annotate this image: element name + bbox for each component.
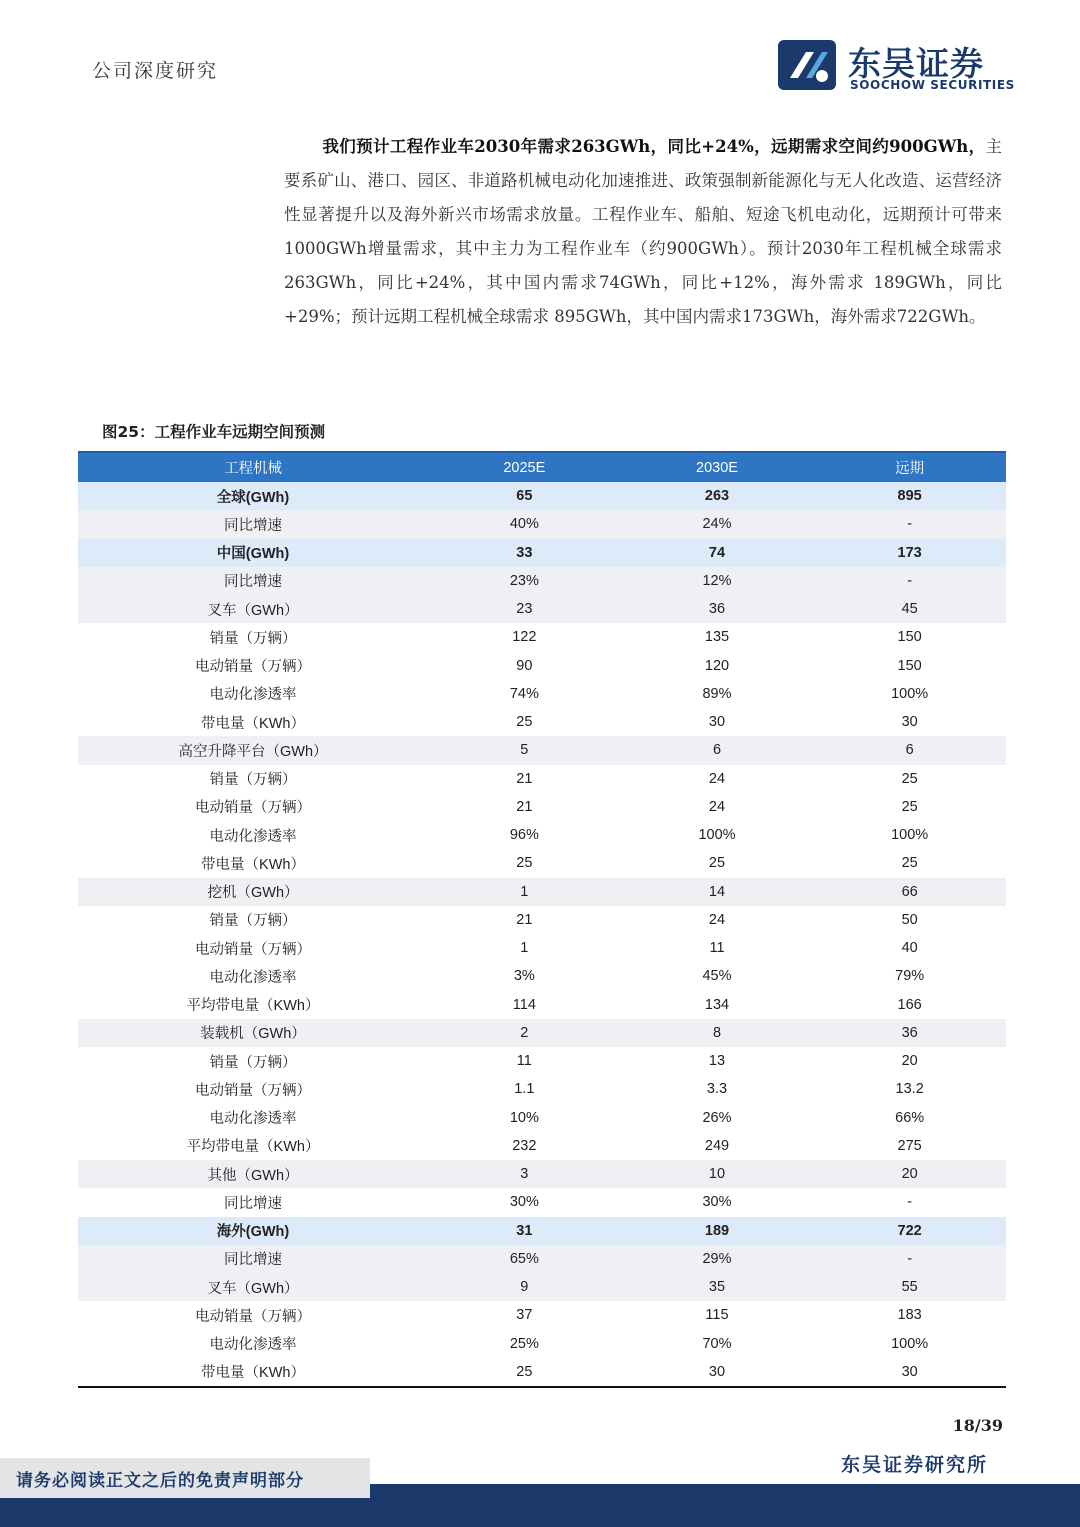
row-value: 6 <box>621 736 814 764</box>
row-value: 25 <box>901 798 918 815</box>
summary-body: 主要系矿山、港口、园区、非道路机械电动化加速推进、政策强制新能源化与无人化改造、运营经济性显著提升以及海外新兴市场需求放量。工程作业车、船舶、短途飞机电动化，远期预计可带来1000GWh增量需求，其中主力为工程作业车（约900GWh）。预计2030年工程机械全球需求263GWh，同比+24%，其中国内需求74GWh，同比+12%，海外需求 189GWh，同比+29%；预计远期工程机械全球需求 895GWh，其中国内需求173GWh，海外需求722GWh。 <box>284 137 1002 326</box>
row-label: 同比增速 <box>78 1245 428 1273</box>
row-value: 30% <box>509 1194 539 1211</box>
table-row <box>78 1075 1006 1103</box>
table-row <box>78 652 1006 680</box>
row-value: 100% <box>891 827 929 844</box>
table-row <box>78 1330 1006 1358</box>
row-label: 其他（GWh） <box>78 1160 428 1188</box>
page-number: 18/39 <box>952 1416 1003 1435</box>
row-value: 1 <box>428 878 621 906</box>
brand-logo <box>776 38 1015 94</box>
row-value: 20 <box>813 1160 1006 1188</box>
row-value: 74 <box>621 539 814 567</box>
table-row <box>78 934 1006 962</box>
row-value: 135 <box>704 629 730 646</box>
table-row <box>78 1188 1006 1216</box>
row-value: - <box>813 510 1006 538</box>
row-value: 30 <box>813 1358 1006 1387</box>
row-label: 中国(GWh) <box>78 539 428 567</box>
row-value: 24% <box>621 510 814 538</box>
row-value: 189 <box>621 1217 814 1245</box>
row-value: 3.3 <box>706 1081 728 1098</box>
row-value: 36 <box>813 1019 1006 1047</box>
row-value: 232 <box>512 1137 537 1154</box>
row-value: 10 <box>621 1160 814 1188</box>
row-label: 电动化渗透率 <box>209 687 297 704</box>
row-label: 装载机（GWh） <box>78 1019 428 1047</box>
row-value: 895 <box>813 482 1006 510</box>
row-value: 6 <box>813 736 1006 764</box>
col-header-2030e: 2030E <box>621 452 814 482</box>
table-row <box>78 1273 1006 1301</box>
row-value: 275 <box>897 1137 922 1154</box>
row-value: 36 <box>621 595 814 623</box>
brand-name-en: SOOCHOW SECURITIES <box>850 78 1015 92</box>
row-value: 31 <box>428 1217 621 1245</box>
row-label: 带电量（KWh） <box>78 1358 428 1387</box>
row-label: 高空升降平台（GWh） <box>78 736 428 764</box>
row-value: 29% <box>621 1245 814 1273</box>
row-value: 5 <box>428 736 621 764</box>
row-value: - <box>813 567 1006 595</box>
row-label: 同比增速 <box>78 567 428 595</box>
row-value: 183 <box>897 1307 922 1324</box>
row-value: 50 <box>901 911 918 928</box>
row-label: 电动销量（万辆） <box>195 659 311 676</box>
row-value: 89% <box>702 685 732 702</box>
row-value: 10% <box>509 1109 539 1126</box>
table-row <box>78 708 1006 736</box>
row-value: 11 <box>516 1053 532 1070</box>
row-value: 37 <box>516 1307 533 1324</box>
row-value: 150 <box>897 657 922 674</box>
row-label: 电动销量（万辆） <box>195 1308 311 1325</box>
row-value: 21 <box>516 911 533 928</box>
row-value: 114 <box>512 996 536 1013</box>
table-row <box>78 623 1006 651</box>
table-row <box>78 1104 1006 1132</box>
row-label: 全球(GWh) <box>78 482 428 510</box>
row-value: 11 <box>709 940 725 957</box>
row-label: 挖机（GWh） <box>78 878 428 906</box>
table-row <box>78 539 1006 567</box>
row-label: 销量（万辆） <box>209 913 297 930</box>
row-value: 25 <box>516 714 533 731</box>
table-row <box>78 595 1006 623</box>
row-label: 电动销量（万辆） <box>195 1082 311 1099</box>
col-header-long-term: 远期 <box>813 452 1006 482</box>
table-row <box>78 793 1006 821</box>
row-label: 同比增速 <box>224 1195 282 1212</box>
row-value: 65% <box>428 1245 621 1273</box>
row-value: 35 <box>621 1273 814 1301</box>
table-row <box>78 510 1006 538</box>
row-value: 25 <box>428 1358 621 1387</box>
summary-lead: 我们预计工程作业车2030年需求263GWh，同比+24%，远期需求空间约900GWh， <box>322 137 986 156</box>
table-row <box>78 962 1006 990</box>
institute-name: 东吴证券研究所 <box>840 1454 988 1476</box>
row-value: 2 <box>428 1019 621 1047</box>
table-row <box>78 1245 1006 1273</box>
row-value: 20 <box>901 1053 918 1070</box>
row-value: 70% <box>702 1335 732 1352</box>
table-row <box>78 991 1006 1019</box>
row-label: 电动化渗透率 <box>209 1337 297 1354</box>
row-label: 平均带电量（KWh） <box>186 1139 320 1156</box>
table-row <box>78 906 1006 934</box>
row-value: 24 <box>708 798 726 815</box>
row-value: 30% <box>702 1194 732 1211</box>
row-label: 带电量（KWh） <box>201 856 305 873</box>
table-row <box>78 680 1006 708</box>
report-type: 公司深度研究 <box>92 60 219 82</box>
row-label: 带电量（KWh） <box>201 715 305 732</box>
row-value: 8 <box>621 1019 814 1047</box>
table-row <box>78 765 1006 793</box>
row-value: 122 <box>512 629 537 646</box>
table-row <box>78 878 1006 906</box>
row-label: 平均带电量（KWh） <box>186 998 320 1015</box>
row-value: 24 <box>708 911 726 928</box>
table-row <box>78 1301 1006 1329</box>
row-value: 722 <box>813 1217 1006 1245</box>
row-value: 100% <box>891 685 929 702</box>
table-row <box>78 1019 1006 1047</box>
row-value: 90 <box>516 657 533 674</box>
row-label: 海外(GWh) <box>78 1217 428 1245</box>
row-value: 3 <box>428 1160 621 1188</box>
row-value: - <box>907 1194 913 1211</box>
row-value: 30 <box>901 714 918 731</box>
row-label: 电动化渗透率 <box>209 1111 297 1128</box>
row-value: 45 <box>813 595 1006 623</box>
row-value: 13.2 <box>895 1081 924 1098</box>
summary-paragraph <box>284 130 1002 334</box>
col-header-category: 工程机械 <box>78 452 428 482</box>
row-value: 13 <box>708 1053 726 1070</box>
row-value: 1 <box>520 940 529 957</box>
row-value: 12% <box>621 567 814 595</box>
row-value: 65 <box>428 482 621 510</box>
row-label: 同比增速 <box>78 510 428 538</box>
row-value: 263 <box>621 482 814 510</box>
row-value: 134 <box>704 996 730 1013</box>
row-value: 74% <box>509 685 539 702</box>
row-label: 电动销量（万辆） <box>195 800 311 817</box>
row-value: 100% <box>891 1335 929 1352</box>
row-value: 25% <box>509 1335 539 1352</box>
row-value: 26% <box>702 1109 732 1126</box>
disclaimer-notice: 请务必阅读正文之后的免责声明部分 <box>0 1458 370 1498</box>
table-row <box>78 1132 1006 1160</box>
soochow-logo-icon <box>776 38 840 92</box>
table-header-row <box>78 452 1006 482</box>
col-header-2025e: 2025E <box>428 452 621 482</box>
table-row <box>78 482 1006 510</box>
row-value: 23 <box>428 595 621 623</box>
table-row <box>78 1217 1006 1245</box>
table-row <box>78 821 1006 849</box>
row-value: 166 <box>897 996 922 1013</box>
row-label: 叉车（GWh） <box>78 1273 428 1301</box>
brand-name-cn: 东吴证券 <box>848 44 984 83</box>
row-value: 120 <box>704 657 730 674</box>
row-value: 115 <box>705 1307 729 1324</box>
row-value: 55 <box>813 1273 1006 1301</box>
row-value: 21 <box>516 798 533 815</box>
row-value: 40 <box>901 940 918 957</box>
row-value: 25 <box>708 855 726 872</box>
row-value: 66% <box>895 1109 925 1126</box>
row-value: 150 <box>897 629 922 646</box>
row-value: 23% <box>428 567 621 595</box>
row-value: 30 <box>621 1358 814 1387</box>
row-value: 25 <box>901 770 918 787</box>
row-value: 3% <box>513 968 535 985</box>
row-value: 249 <box>704 1137 730 1154</box>
table-row <box>78 1160 1006 1188</box>
row-label: 销量（万辆） <box>209 1054 297 1071</box>
table-row <box>78 849 1006 877</box>
row-label: 销量（万辆） <box>209 630 297 647</box>
row-value: 173 <box>813 539 1006 567</box>
row-value: 45% <box>702 968 732 985</box>
forecast-table <box>78 451 1006 1388</box>
row-value: 21 <box>516 770 533 787</box>
row-label: 销量（万辆） <box>209 772 297 789</box>
row-value: 79% <box>895 968 925 985</box>
row-label: 电动销量（万辆） <box>195 941 311 958</box>
row-value: 1.1 <box>514 1081 535 1098</box>
row-value: 9 <box>428 1273 621 1301</box>
row-value: 96% <box>509 827 539 844</box>
row-value: 24 <box>708 770 726 787</box>
row-value: 40% <box>428 510 621 538</box>
table-row <box>78 736 1006 764</box>
table-row <box>78 1047 1006 1075</box>
row-value: 66 <box>813 878 1006 906</box>
row-label: 叉车（GWh） <box>78 595 428 623</box>
figure-title: 图25：工程作业车远期空间预测 <box>102 423 326 441</box>
row-value: 30 <box>708 714 726 731</box>
row-value: 25 <box>901 855 918 872</box>
row-label: 电动化渗透率 <box>209 828 297 845</box>
row-value: 100% <box>698 827 736 844</box>
row-value: 14 <box>621 878 814 906</box>
table-row <box>78 1358 1006 1387</box>
row-value: 33 <box>428 539 621 567</box>
row-value: - <box>813 1245 1006 1273</box>
row-value: 25 <box>516 855 533 872</box>
row-label: 电动化渗透率 <box>209 969 297 986</box>
table-row <box>78 567 1006 595</box>
